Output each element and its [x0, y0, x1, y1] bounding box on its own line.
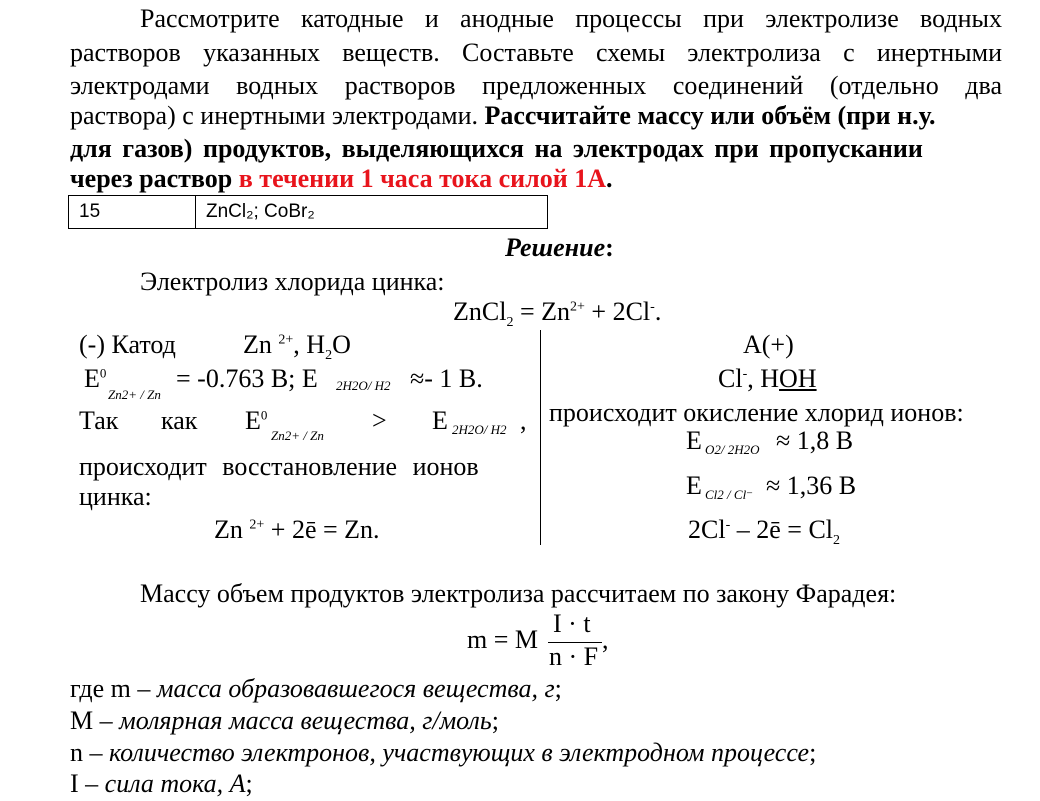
dissociation-equation: ZnCl$_2$ = $Zn^{2+} + 2Cl^-$. [453, 297, 662, 331]
faraday-denominator: n · F [549, 642, 599, 671]
reduction-line-2: цинка: [79, 482, 152, 511]
task-substances-cell: ZnCl₂; CoBr₂ [196, 196, 548, 229]
cathode-ions: Zn $^{2+}$, $H_2O$ [243, 330, 351, 364]
task-line-5: для газов) продуктов, выделяющихся на электродах при пропускании [70, 134, 923, 163]
task-line-6: через раствор в течении 1 часа тока силой 1А. [70, 164, 613, 193]
task-line-2: растворов указанных веществ. Составьте схемы электролиза с инертными [70, 38, 1002, 67]
legend-item-current: I – сила тока, А; [70, 769, 253, 798]
since-gt: > [372, 406, 387, 435]
anode-e1-label: E [686, 426, 702, 455]
current-condition: в течении 1 часа тока силой 1А [232, 164, 606, 193]
legend-item-mass: где m – масса образовавшегося вещества, г; [70, 674, 562, 703]
anode-e1-value: ≈ 1,8 В [776, 426, 854, 455]
solution-heading: Решение: [505, 233, 614, 262]
cathode-title: (-) Катод [79, 330, 176, 359]
anode-e2-label: E [686, 471, 702, 500]
since-word-1: Так [79, 406, 119, 435]
cathode-h2o-sub: 2H2O/ H2 [336, 378, 391, 393]
anode-ions: Cl-, HOH [718, 364, 817, 393]
cathode-e0-value: = -0.763 В; E [176, 364, 318, 393]
since-e2-sub: 2H2O/ H2 [452, 422, 507, 437]
anode-oxidation: происходит окисление хлорид ионов: [549, 398, 964, 427]
anode-reaction: 2Cl- – 2ē = $Cl_2$ [688, 515, 841, 549]
legend-item-molar-mass: M – молярная масса вещества, г/моль; [70, 706, 499, 735]
anode-e1-sub: O2/ 2H2O [705, 442, 760, 457]
column-divider [540, 330, 541, 545]
reduction-line-1: происходит восстановление ионов [79, 452, 479, 481]
legend-item-electrons: n – количество электронов, участвующих в электродном процессе; [70, 738, 817, 767]
since-word-2: как [161, 406, 198, 435]
anode-title: A(+) [743, 330, 794, 359]
faraday-formula-end: , [602, 625, 609, 654]
cathode-e0-sub: Zn2+ / Zn [108, 387, 161, 402]
anode-e2-value: ≈ 1,36 В [766, 471, 857, 500]
since-e2-label: E [432, 406, 448, 435]
task-line-4: раствора) с инертными электродами. Рассчитайте массу или объём (при н.у. [70, 101, 936, 130]
task-table [68, 195, 548, 229]
task-number-cell: 15 [69, 196, 196, 229]
solution-intro: Электролиз хлорида цинка: [140, 267, 445, 296]
task-line-3: электродами водных растворов предложенных соединений (отдельно два [70, 71, 1002, 100]
anode-e2-sub: Cl2 / Cl⁻ [705, 487, 754, 502]
since-e0-label: $E^0$ [245, 406, 268, 435]
cathode-e0-label: $E^0$ [84, 364, 107, 393]
faraday-intro: Массу объем продуктов электролиза рассчитаем по закону Фарадея: [140, 579, 897, 608]
since-comma: , [520, 406, 527, 435]
task-line-1: Рассмотрите катодные и анодные процессы при электролизе водных [140, 4, 1002, 33]
faraday-numerator: I · t [553, 609, 591, 638]
faraday-formula-left: m = M [467, 625, 539, 654]
cathode-h2o-value: ≈- 1 В. [410, 364, 483, 393]
since-e0-sub: Zn2+ / Zn [271, 428, 324, 443]
cathode-reaction: Zn $^{2+}$ + 2ē = Zn. [214, 515, 380, 544]
